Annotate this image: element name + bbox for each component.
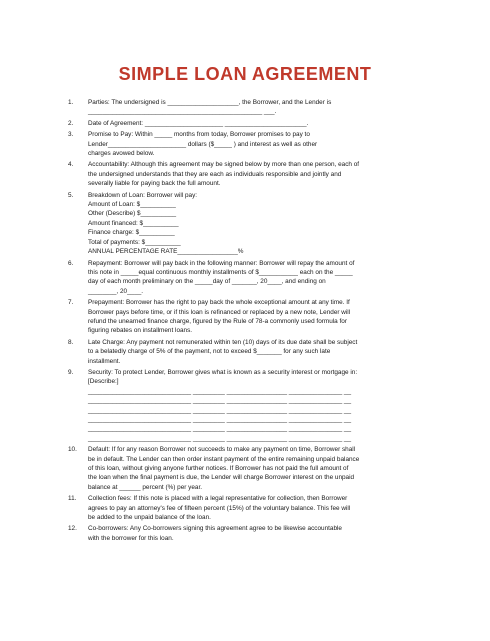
clause-line: agrees to pay an attorney's fee of fifteen percent (15%) of the voluntary balance. This fee will xyxy=(88,504,351,512)
clause-line: Prepayment: Borrower has the right to pay back the whole exceptional amount at any time. If xyxy=(88,299,350,307)
clause-number: 12. xyxy=(68,525,77,533)
breakdown-other: Other (Describe) $__________ xyxy=(88,210,177,218)
clause-number: 2. xyxy=(68,119,74,127)
blank-line: _____________________________ _________ _________________ _______________ __ xyxy=(88,387,352,395)
clause-late-charge xyxy=(68,338,441,366)
clause-line: Security: To protect Lender, Borrower gives what is known as a security interest or mortgage in: xyxy=(88,368,358,376)
clause-line: severally liable for paying back the full amount. xyxy=(88,180,221,188)
clause-line: Default: If for any reason Borrower not succeeds to make any payment on time, Borrower shall xyxy=(88,446,356,454)
agreement-body xyxy=(68,98,441,545)
clause-line: of this loan, without giving anyone further notices. If Borrower has not paid the full amount of xyxy=(88,464,349,472)
clause-line: Borrower pays before time, or if this loan is refinanced or replaced by a new note, Lender will xyxy=(88,308,351,316)
clause-prepayment xyxy=(68,298,441,336)
clause-number: 11. xyxy=(68,495,77,503)
clause-co-borrowers xyxy=(68,524,441,543)
clause-line: _________________________________________________ ___. xyxy=(88,108,277,116)
clause-line: Lender______________________ dollars ($_____ ) and interest as well as other xyxy=(88,140,318,148)
clause-line: the undersigned understands that they are each as individuals responsible and jointly and xyxy=(88,170,342,178)
clause-collection-fees xyxy=(68,494,441,522)
clause-line: Late Charge: Any payment not remunerated within ten (10) days of its due date shall be subject xyxy=(88,338,358,346)
clause-number: 5. xyxy=(68,191,74,199)
clause-parties xyxy=(68,98,441,117)
clause-line: refund the unearned finance charge, figured by the Rule of 78-a commonly used formula for xyxy=(88,317,347,325)
document-title: SIMPLE LOAN AGREEMENT xyxy=(118,64,372,84)
clause-line: Parties: The undersigned is ____________________, the Borrower, and the Lender is xyxy=(88,99,332,106)
clause-number: 9. xyxy=(68,368,74,376)
breakdown-amount-financed: Amount financed: $__________ xyxy=(88,219,179,227)
clause-line: Breakdown of Loan: Borrower will pay: xyxy=(88,191,198,199)
clause-number: 1. xyxy=(68,99,74,106)
clause-default xyxy=(68,445,441,492)
blank-line: _____________________________ _________ _________________ _______________ __ xyxy=(88,425,352,433)
clause-line: this note in _____equal continuous monthly installments of $___________ each on the _____ xyxy=(88,268,353,276)
clause-security xyxy=(68,368,441,443)
breakdown-amount-of-loan: Amount of Loan: $__________ xyxy=(88,201,176,209)
clause-line: with the borrower for this loan. xyxy=(88,534,174,542)
clause-number: 6. xyxy=(68,259,74,267)
blank-line: _____________________________ _________ _________________ _______________ __ xyxy=(88,397,352,405)
clause-line: [Describe:] xyxy=(88,378,119,386)
clause-number: 3. xyxy=(68,131,74,139)
clause-line: installment. xyxy=(88,357,121,365)
blank-line: _____________________________ _________ _________________ _______________ __ xyxy=(88,406,352,414)
clause-line: Collection fees: If this note is placed with a legal representative for collection, then Borrower xyxy=(88,495,348,503)
clause-line: Date of Agreement: ______________________ _______________________. xyxy=(88,119,309,127)
clause-breakdown xyxy=(68,191,441,257)
clause-number: 10. xyxy=(68,446,77,454)
clause-promise-to-pay xyxy=(68,130,441,158)
security-description-lines xyxy=(88,387,441,443)
breakdown-apr: ANNUAL PERCENTAGE RATE_________________% xyxy=(88,248,244,256)
clause-line: be added to the unpaid balance of the loan. xyxy=(88,513,211,521)
blank-line: _____________________________ _________ _________________ _______________ __ xyxy=(88,434,352,442)
clause-repayment xyxy=(68,259,441,297)
clause-line: be in default. The Lender can then order instant payment of the entire remaining unpaid balance xyxy=(88,455,360,463)
clause-line: Promise to Pay: Within _____ months from today, Borrower promises to pay to xyxy=(88,131,310,139)
blank-line: _____________________________ _________ _________________ _______________ __ xyxy=(88,415,352,423)
clause-line: day of each month preliminary on the _____day of _______, 20____, and ending on xyxy=(88,278,326,286)
breakdown-total-payments: Total of payments: $__________ xyxy=(88,238,181,246)
clause-line: the loan when the final payment is due, the Lender will charge Borrower interest on the unpaid xyxy=(88,474,355,482)
breakdown-finance-charge: Finance charge: $__________ xyxy=(88,229,175,237)
clause-line: to a belatedly charge of 5% of the payment, not to exceed $_______ for any such late xyxy=(88,348,331,356)
clause-number: 4. xyxy=(68,161,74,169)
clause-line: figuring rebates on installment loans. xyxy=(88,327,193,335)
clause-line: Co-borrowers: Any Co-borrowers signing this agreement agree to be likewise accountable xyxy=(88,525,342,533)
clause-line: Accountability: Although this agreement may be signed below by more than one person, each of xyxy=(88,161,360,169)
clause-line: Repayment: Borrower will pay back in the following manner: Borrower will repay the amount of xyxy=(88,259,355,267)
clause-accountability xyxy=(68,160,441,188)
clause-line: charges avowed below. xyxy=(88,150,155,158)
clause-line: balance at ______ percent (%) per year. xyxy=(88,483,203,491)
clause-line: ________, 20____. xyxy=(88,287,144,295)
clause-number: 7. xyxy=(68,299,74,307)
clause-date xyxy=(68,119,441,128)
clause-number: 8. xyxy=(68,338,74,346)
